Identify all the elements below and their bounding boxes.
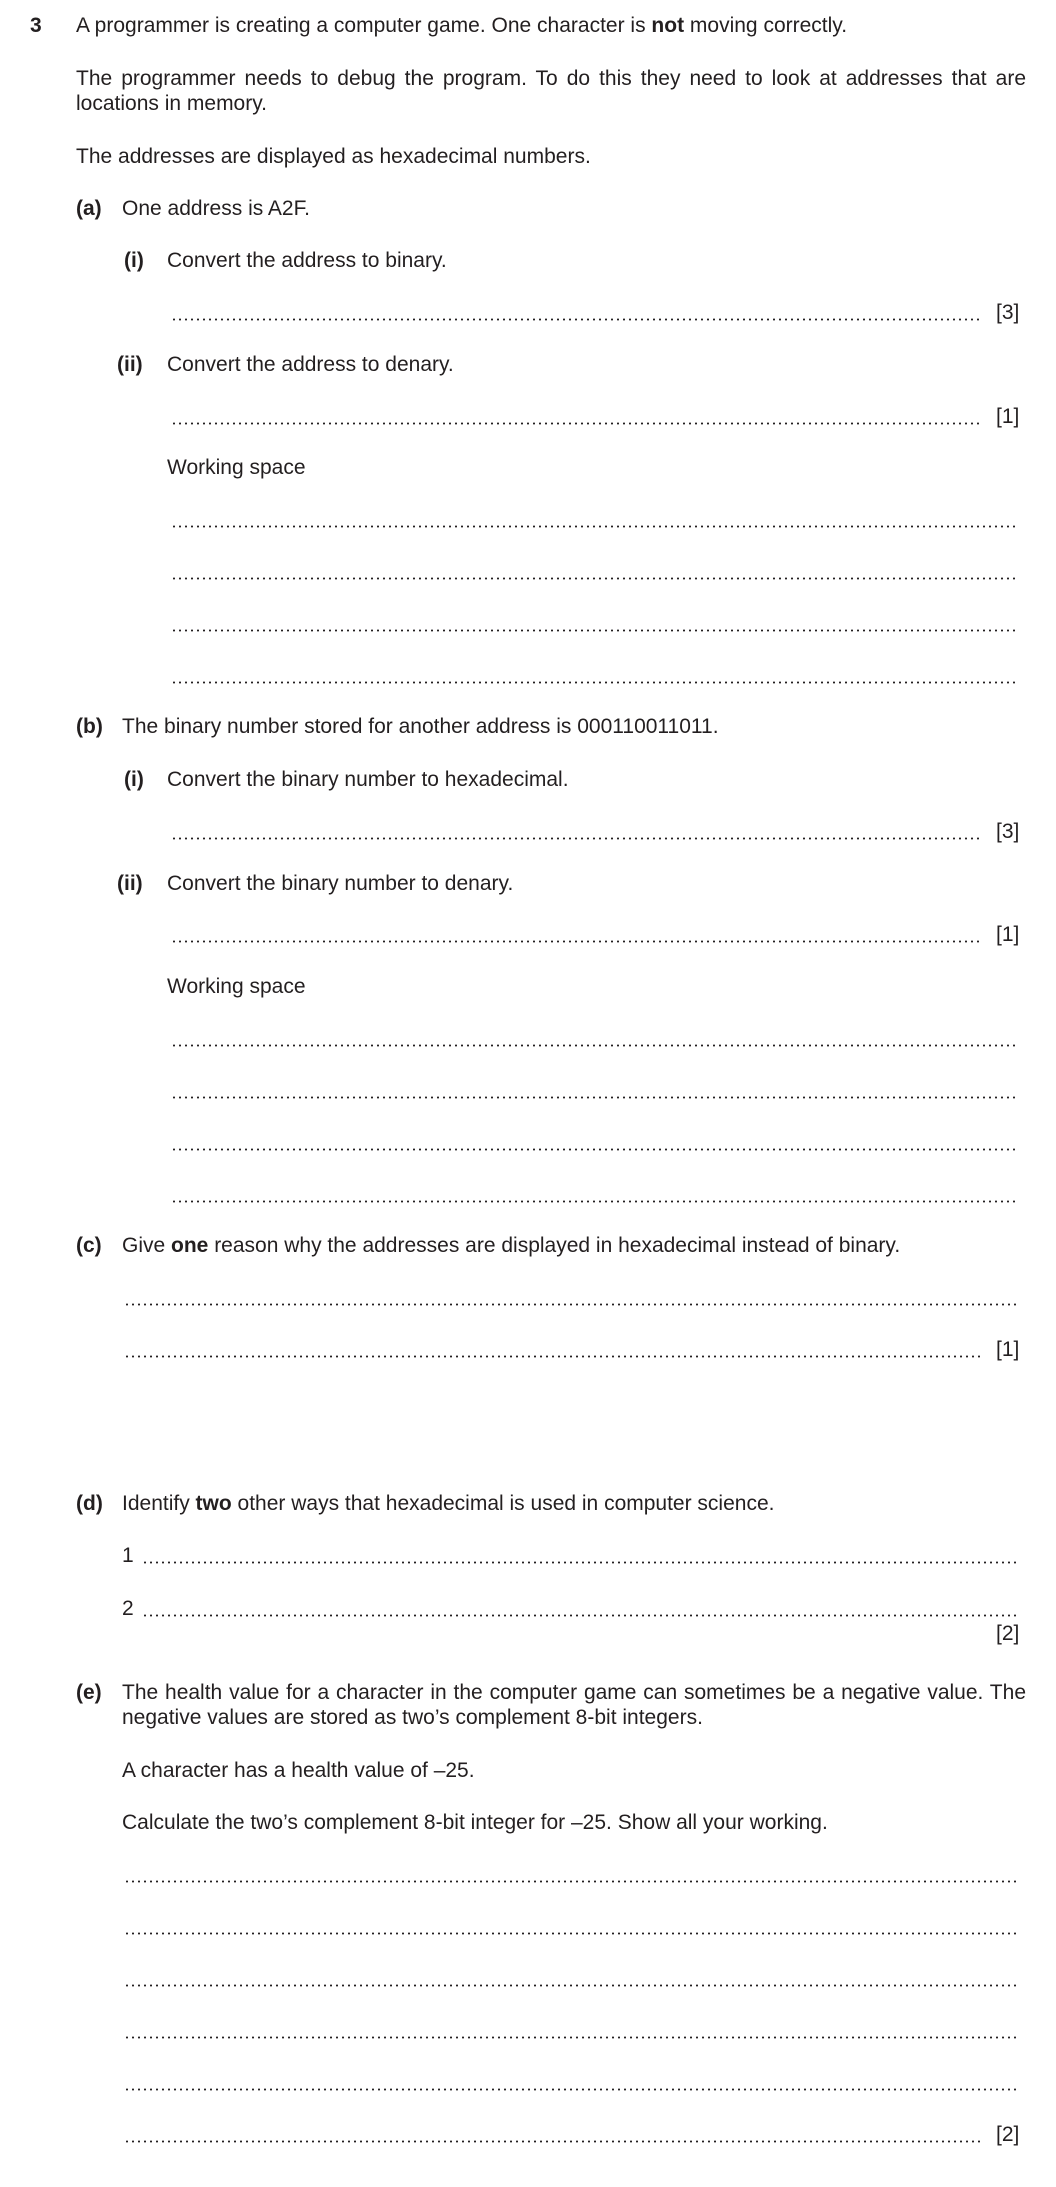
part-c-label: (c): [76, 1234, 102, 1257]
answer-line-d-2[interactable]: [142, 1614, 1019, 1617]
working-line-e-5[interactable]: [124, 2088, 1019, 2091]
answer-line-e-final[interactable]: [124, 2140, 982, 2143]
working-space-b-label: Working space: [167, 975, 306, 998]
question-intro: [76, 13, 847, 38]
part-c-text-start: Give: [122, 1234, 172, 1257]
part-a-i-text: Convert the address to binary.: [167, 249, 447, 272]
answer-line-a-ii[interactable]: [171, 422, 982, 425]
working-line-e-3[interactable]: [124, 1984, 1019, 1987]
working-line-e-2[interactable]: [124, 1932, 1019, 1935]
part-a-i-marks: [3]: [996, 301, 1020, 324]
part-b-i-text: Convert the binary number to hexadecimal.: [167, 768, 569, 791]
part-c-bold-one: one: [171, 1234, 209, 1257]
working-line-e-4[interactable]: [124, 2036, 1019, 2039]
intro-paragraph-3: The addresses are displayed as hexadecimal numbers.: [76, 145, 591, 168]
part-d-text: [122, 1491, 774, 1516]
part-d-marks: [2]: [996, 1622, 1020, 1645]
part-b-ii-marks: [1]: [996, 923, 1020, 946]
working-line-a-2[interactable]: [171, 577, 1019, 580]
part-b-i-marks: [3]: [996, 820, 1020, 843]
part-d-bold-two: two: [195, 1492, 232, 1515]
part-d-text-end: other ways that hexadecimal is used in computer science.: [231, 1492, 775, 1515]
part-a-ii-marks: [1]: [996, 405, 1020, 428]
part-b-ii-label: (ii): [117, 872, 143, 895]
part-d-text-start: Identify: [122, 1492, 196, 1515]
answer-line-d-1[interactable]: [142, 1561, 1019, 1564]
answer-line-b-i[interactable]: [171, 837, 982, 840]
part-c-marks: [1]: [996, 1338, 1020, 1361]
working-line-b-3[interactable]: [171, 1148, 1019, 1151]
answer-line-b-ii[interactable]: [171, 940, 982, 943]
part-b-text: The binary number stored for another address is 000110011011.: [122, 715, 719, 738]
part-a-i-label: (i): [124, 249, 144, 272]
working-line-a-1[interactable]: [171, 525, 1019, 528]
answer-line-c-2[interactable]: [124, 1355, 982, 1358]
working-space-a-label: Working space: [167, 456, 306, 479]
intro-bold-not: not: [651, 14, 685, 37]
part-a-ii-text: Convert the address to denary.: [167, 353, 454, 376]
part-a-label: (a): [76, 197, 102, 220]
question-number: 3: [30, 14, 42, 37]
part-e-marks: [2]: [996, 2123, 1020, 2146]
working-line-a-3[interactable]: [171, 629, 1019, 632]
intro-text-end: moving correctly.: [684, 14, 848, 37]
part-d-item-1-number: 1: [122, 1544, 134, 1567]
working-line-b-4[interactable]: [171, 1200, 1019, 1203]
intro-paragraph-2: The programmer needs to debug the program. To do this they need to look at addresses that are locations in memory.: [76, 67, 1026, 115]
part-e-label: (e): [76, 1681, 102, 1704]
working-line-a-4[interactable]: [171, 681, 1019, 684]
part-e-text: The health value for a character in the computer game can sometimes be a negative value. The negative values are stored as two’s complement 8-bit integers.: [122, 1681, 1026, 1729]
intro-text-start: A programmer is creating a computer game. One character is: [76, 14, 652, 37]
working-line-b-1[interactable]: [171, 1044, 1019, 1047]
part-c-text: [122, 1233, 900, 1258]
working-line-e-1[interactable]: [124, 1880, 1019, 1883]
working-line-b-2[interactable]: [171, 1096, 1019, 1099]
part-d-item-2-number: 2: [122, 1597, 134, 1620]
part-d-label: (d): [76, 1492, 103, 1515]
answer-line-a-i[interactable]: [171, 318, 982, 321]
part-b-ii-text: Convert the binary number to denary.: [167, 872, 514, 895]
part-e-text-3: Calculate the two’s complement 8-bit integer for –25. Show all your working.: [122, 1811, 828, 1834]
part-a-ii-label: (ii): [117, 353, 143, 376]
part-a-text: One address is A2F.: [122, 197, 310, 220]
part-b-i-label: (i): [124, 768, 144, 791]
part-c-text-end: reason why the addresses are displayed in hexadecimal instead of binary.: [208, 1234, 901, 1257]
answer-line-c-1[interactable]: [124, 1303, 1019, 1306]
part-b-label: (b): [76, 715, 103, 738]
part-e-text-2: A character has a health value of –25.: [122, 1759, 475, 1782]
